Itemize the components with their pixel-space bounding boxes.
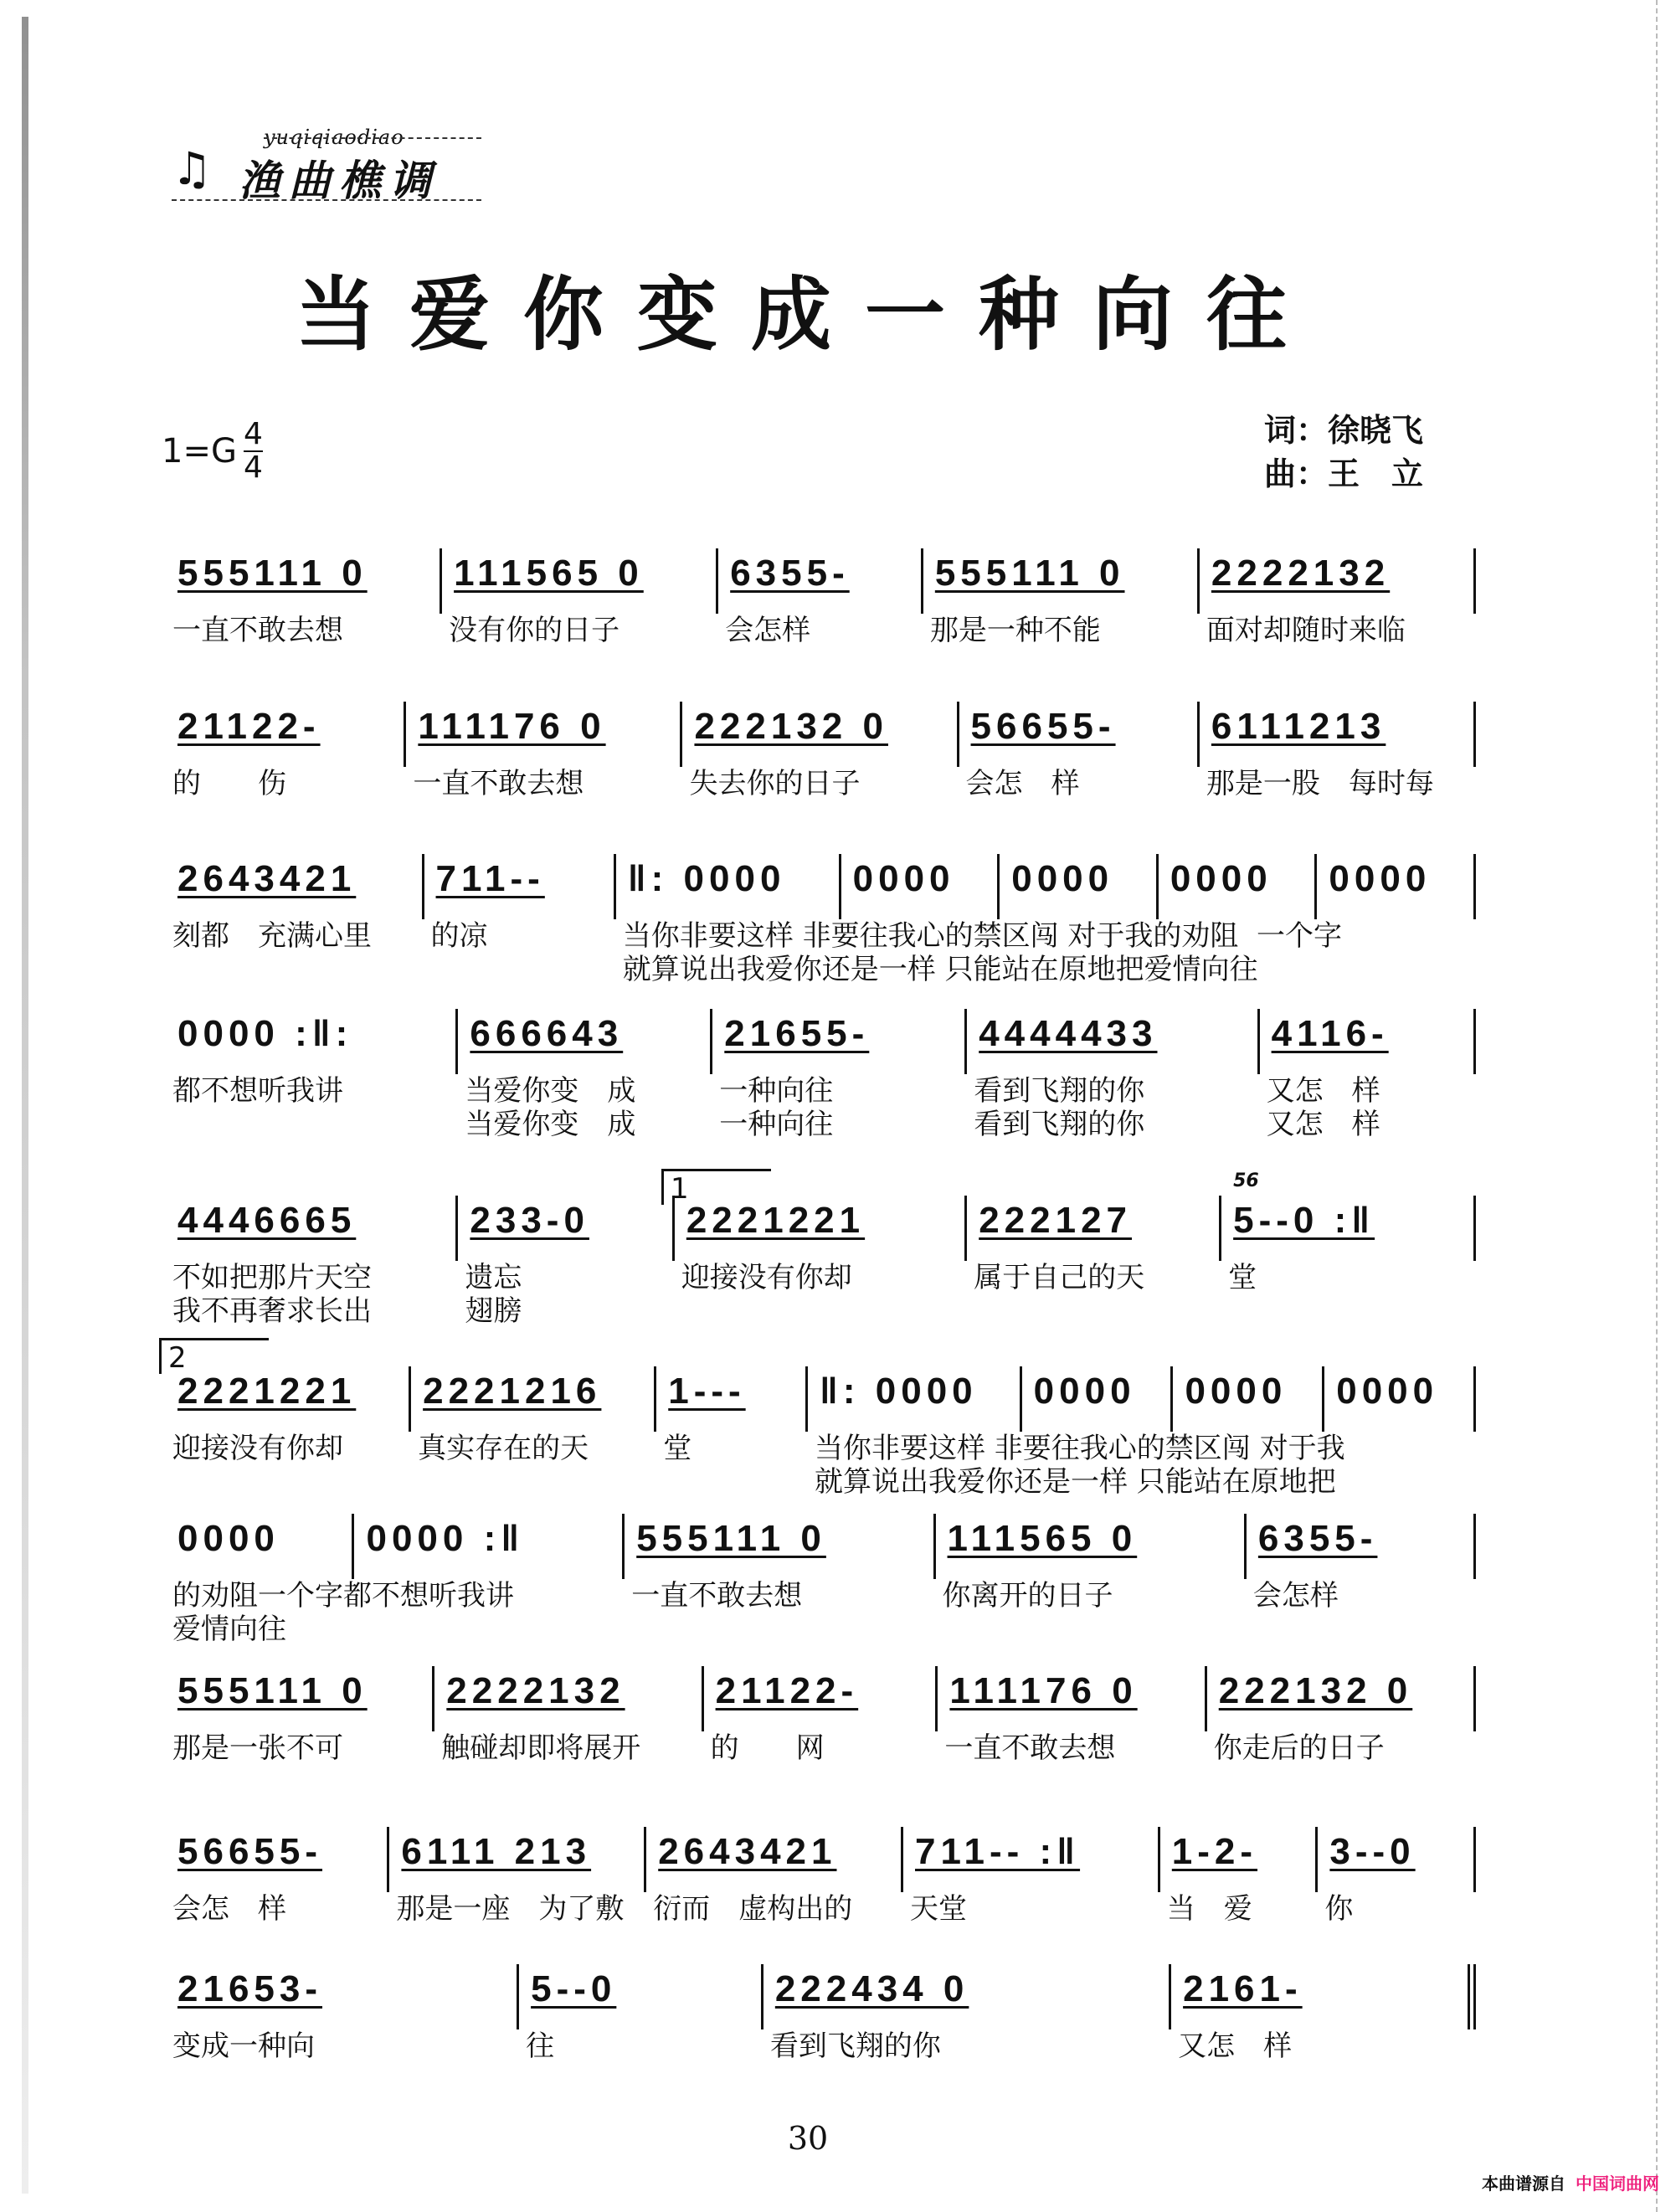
measure [923, 548, 1200, 647]
measure [166, 1666, 434, 1765]
lyric-line: 属于自己的天 [974, 1261, 1145, 1294]
logo-name: 渔曲樵调 [239, 156, 440, 205]
lyrics [631, 1579, 802, 1613]
measure [1221, 1170, 1476, 1294]
lyrics [1167, 1892, 1252, 1926]
lyric-line: 当爱你变 成 [465, 1074, 636, 1108]
lyrics [623, 919, 1342, 986]
lyrics [526, 2029, 554, 2063]
lyric-line: 会怎 样 [172, 1892, 286, 1926]
measure-notes: 0000 [852, 858, 955, 899]
composer: 曲：王 立 [1264, 455, 1424, 492]
measure [1260, 1009, 1476, 1141]
measure-notes: 56655- [970, 706, 1116, 747]
score-line [166, 1514, 1476, 1646]
measure [1173, 1366, 1324, 1432]
lyric-line: 看到飞翔的你 [974, 1074, 1145, 1108]
score-line [166, 702, 1476, 800]
measure-notes: 222434 0 [774, 1968, 969, 2009]
lyric-line: 那是一座 为了敷 [396, 1892, 625, 1926]
measure [424, 854, 616, 953]
lyrics [663, 1432, 691, 1465]
measure-notes: 21655- [724, 1013, 870, 1054]
score-line [166, 854, 1476, 986]
measure-notes: 555111 0 [934, 553, 1125, 594]
lyric-line: 翅膀 [465, 1294, 522, 1328]
divider [264, 137, 481, 139]
lyric-line: 就算说出我爱你还是一样 只能站在原地把 [815, 1465, 1336, 1499]
footer-brand: 中国词曲网 [1576, 2173, 1659, 2194]
lyrics [1324, 1892, 1353, 1926]
measure-notes: 0000 [1185, 1371, 1288, 1412]
lyrics [719, 1074, 833, 1141]
measure [406, 702, 682, 800]
lyric-line: 往 [526, 2029, 555, 2063]
measure [646, 1827, 903, 1926]
lyrics [396, 1892, 624, 1926]
lyrics [172, 1432, 343, 1465]
measure-notes: 111565 0 [947, 1518, 1138, 1559]
measure-notes: 4444433 [979, 1013, 1158, 1054]
measure [1000, 854, 1159, 919]
lyric-line: 触碰却即将展开 [441, 1731, 641, 1765]
lyric-line: 都不想听我讲 [172, 1074, 343, 1108]
lyric-line: 变成一种向 [172, 2029, 315, 2063]
lyric-line: 不如把那片天空 [172, 1261, 372, 1294]
lyric-line: 我不再奢求长出 [172, 1294, 372, 1328]
measure [166, 1964, 519, 2063]
credits [1264, 409, 1423, 496]
time-top: 4 [243, 417, 263, 451]
score-line [166, 1170, 1476, 1328]
measure [166, 1514, 514, 1646]
lyrics [1214, 1731, 1385, 1765]
measure-notes: 6355- [730, 553, 850, 594]
measure-notes: 1--- [668, 1371, 746, 1412]
lyric-line: 遗忘 [465, 1261, 522, 1294]
measure [1171, 1964, 1476, 2063]
lyrics [943, 1579, 1113, 1613]
lyric-line: 你离开的日子 [942, 1579, 1113, 1613]
measure-notes: 555111 0 [636, 1518, 826, 1559]
lyric-line: 真实存在的天 [418, 1432, 589, 1465]
measure-notes: 21653- [177, 1968, 323, 2009]
measure-notes: 0000 [1329, 858, 1432, 899]
measure [166, 548, 442, 647]
lyrics [930, 614, 1101, 647]
measure-notes: 2221221 [177, 1371, 357, 1412]
measure-notes: 2643421 [658, 1831, 837, 1872]
lyrics [974, 1261, 1144, 1294]
lyrics [974, 1074, 1144, 1141]
measure [166, 1827, 389, 1926]
measure [1022, 1366, 1174, 1432]
measure-notes: 0000 :‖ [366, 1518, 525, 1559]
measure [625, 1514, 935, 1613]
lyrics [172, 614, 343, 647]
lyric-line: 你 [1324, 1892, 1354, 1926]
measure-notes: 711-- :‖ [915, 1831, 1081, 1872]
lyric-line: 当 爱 [1166, 1892, 1252, 1926]
measure [616, 854, 1342, 986]
lyricist: 词：徐晓飞 [1264, 411, 1424, 449]
measure [166, 702, 406, 800]
measure [841, 854, 1000, 919]
lyric-line: 堂 [663, 1432, 692, 1465]
lyric-line: 没有你的日子 [449, 614, 620, 647]
measure-notes: 4116- [1271, 1013, 1389, 1054]
measure-notes: 0000 [1336, 1371, 1439, 1412]
measure-notes: 2222132 [446, 1670, 625, 1711]
lyrics [1178, 2029, 1292, 2063]
volta-bracket: 1 [661, 1169, 771, 1205]
song-title: 当爱你变成一种向往 [296, 267, 1320, 362]
lyric-line: 又怎 样 [1178, 2029, 1293, 2063]
lyrics [681, 1261, 852, 1294]
measure [519, 1964, 763, 2063]
measure-notes: 5--0 [531, 1968, 617, 2009]
lyrics [966, 767, 1080, 800]
measure [656, 1366, 808, 1465]
lyrics [653, 1892, 852, 1926]
lyric-line: 又怎 样 [1266, 1108, 1380, 1141]
measure-notes: 0000 [1033, 1371, 1136, 1412]
lyric-line: 那是一股 每时每 [1206, 767, 1434, 800]
measure-notes: 6111213 [1211, 706, 1386, 747]
lyric-line: 失去你的日子 [689, 767, 861, 800]
measure [354, 1514, 625, 1579]
lyric-line: 的 网 [710, 1731, 825, 1765]
lyric-line: 又怎 样 [1266, 1074, 1380, 1108]
lyrics [413, 767, 584, 800]
measure-notes: 555111 0 [177, 553, 368, 594]
lyrics [910, 1892, 967, 1926]
measure [1207, 1666, 1476, 1765]
lyric-line: 衍而 虚构出的 [653, 1892, 853, 1926]
measure-notes: 4446665 [177, 1200, 357, 1241]
measure [411, 1366, 656, 1465]
measure-notes: 2222132 [1211, 553, 1391, 594]
lyric-line: 爱情向往 [172, 1613, 286, 1646]
measure-notes: 0000 :‖: [177, 1013, 353, 1054]
grace-notes: 56 [1233, 1170, 1259, 1191]
measure [166, 1196, 458, 1328]
lyrics [449, 614, 620, 647]
lyric-line: 会怎样 [725, 614, 811, 647]
measure-notes: ‖: 0000 [627, 858, 786, 899]
lyrics [418, 1432, 589, 1465]
lyric-line: 迎接没有你却 [172, 1432, 343, 1465]
measure-notes: 2221216 [423, 1371, 602, 1412]
page-border [1656, 0, 1658, 2212]
lyric-line: 那是一张不可 [172, 1731, 343, 1765]
logo-pinyin: yuqiqiaodiao [264, 126, 404, 149]
score-line [166, 1964, 1476, 2063]
measure [1200, 702, 1476, 800]
measure [166, 854, 424, 953]
measure [675, 1196, 967, 1294]
score-line [166, 1666, 1476, 1765]
measure-notes: 111176 0 [418, 706, 606, 747]
measure-notes: 222132 0 [694, 706, 888, 747]
lyrics [172, 1074, 343, 1108]
lyric-line: 天堂 [910, 1892, 967, 1926]
lyric-line: 刻都 充满心里 [172, 919, 372, 953]
lyric-line: 的劝阻一个字都不想听我讲 [172, 1579, 514, 1613]
lyric-line: 会怎 样 [965, 767, 1080, 800]
lyrics [172, 919, 372, 953]
lyric-line: 迎接没有你却 [681, 1261, 852, 1294]
measure [808, 1366, 1345, 1499]
lyrics [172, 2029, 315, 2063]
measure-notes: 1-2- [1171, 1831, 1258, 1872]
measure [1200, 548, 1476, 647]
measure [442, 548, 718, 647]
lyrics [1228, 1261, 1257, 1294]
measure [712, 1009, 967, 1141]
measure-notes: 2161- [1183, 1968, 1303, 2009]
measure-notes: 555111 0 [177, 1670, 368, 1711]
lyrics [172, 1579, 514, 1646]
lyrics [689, 767, 860, 800]
lyric-line: 一直不敢去想 [631, 1579, 803, 1613]
lyrics [441, 1731, 640, 1765]
measure-notes: 0000 [1011, 858, 1114, 899]
lyrics [1206, 614, 1406, 647]
measure [1247, 1514, 1476, 1613]
lyrics [1206, 767, 1434, 800]
measure-notes: 0000 [177, 1518, 280, 1559]
measure-notes: ‖: 0000 [820, 1371, 978, 1412]
lyrics [944, 1731, 1115, 1765]
measure [166, 1009, 458, 1108]
score-line [166, 1009, 1476, 1141]
lyric-line: 堂 [1228, 1261, 1257, 1294]
lyric-line: 就算说出我爱你还是一样 只能站在原地把爱情向往 [622, 953, 1258, 986]
measure-notes: 666643 [470, 1013, 624, 1054]
lyrics [172, 767, 286, 800]
time-bottom: 4 [243, 450, 263, 485]
score-line [166, 548, 1476, 647]
lyric-line: 当你非要这样 非要往我心的禁区闯 对于我 [815, 1432, 1345, 1465]
lyrics [431, 919, 488, 953]
measure-notes: 3--0 [1329, 1831, 1416, 1872]
measure [704, 1666, 938, 1765]
measure [458, 1196, 674, 1328]
measure-notes: 0000 [1170, 858, 1272, 899]
lyrics [172, 1892, 286, 1926]
lyric-line: 的凉 [430, 919, 488, 953]
lyrics [465, 1074, 635, 1141]
measure-notes: 2221221 [686, 1200, 866, 1241]
measure-notes: 233-0 [470, 1200, 589, 1241]
lyric-line: 一种向往 [719, 1074, 834, 1108]
lyric-line: 当爱你变 成 [465, 1108, 636, 1141]
lyrics [465, 1261, 522, 1328]
measure-notes: 21122- [177, 706, 321, 747]
lyric-line: 那是一种不能 [929, 614, 1101, 647]
measure [903, 1827, 1160, 1926]
measure [166, 1366, 411, 1465]
lyrics [1253, 1579, 1339, 1613]
measure [959, 702, 1200, 800]
measure-notes: 222132 0 [1218, 1670, 1413, 1711]
measure-notes: 56655- [177, 1831, 323, 1872]
lyric-line: 你走后的日子 [1213, 1731, 1385, 1765]
measure [718, 548, 923, 647]
measure [967, 1009, 1259, 1141]
key-label: 1=G [162, 432, 237, 471]
measure-notes: 111565 0 [454, 553, 644, 594]
lyrics [770, 2029, 941, 2063]
volta-bracket: 2 [159, 1338, 269, 1374]
lyrics [711, 1731, 825, 1765]
measure-notes: 5--0 :‖ [1233, 1200, 1375, 1241]
page-number: 30 [787, 2120, 829, 2157]
measure [389, 1827, 646, 1926]
measure [1324, 1366, 1476, 1432]
footer [1482, 2170, 1659, 2194]
lyrics [725, 614, 810, 647]
measure-notes: 711-- [435, 858, 545, 899]
lyric-line: 一种向往 [719, 1108, 834, 1141]
measure-notes: 6111 213 [401, 1831, 592, 1872]
lyric-line: 面对却随时来临 [1206, 614, 1406, 647]
measure [967, 1196, 1221, 1294]
lyric-line: 会怎样 [1252, 1579, 1339, 1613]
measure-notes: 2643421 [177, 858, 357, 899]
measure-notes: 222127 [979, 1200, 1133, 1241]
measure [682, 702, 959, 800]
measure [1318, 1827, 1476, 1926]
measure [1317, 854, 1476, 919]
measure [1159, 854, 1318, 919]
lyric-line: 一直不敢去想 [413, 767, 584, 800]
score-line [166, 1827, 1476, 1926]
lyric-line: 的 伤 [172, 767, 286, 800]
divider [172, 199, 481, 201]
measure-notes: 6355- [1257, 1518, 1378, 1559]
lyric-line: 看到飞翔的你 [974, 1108, 1145, 1141]
publisher-logo [172, 126, 481, 205]
time-signature [244, 419, 263, 484]
lyric-line: 一直不敢去想 [944, 1731, 1116, 1765]
measure [458, 1009, 712, 1141]
footer-source: 本曲谱源自 [1482, 2173, 1565, 2194]
measure-notes: 111176 0 [949, 1670, 1138, 1711]
lyrics [1267, 1074, 1380, 1141]
score-line [166, 1366, 1476, 1499]
music-notes-icon: ♫ [172, 142, 213, 195]
lyric-line: 当你非要这样 非要往我心的禁区闯 对于我的劝阻 一个字 [622, 919, 1342, 953]
measure-notes: 21122- [715, 1670, 859, 1711]
measure [936, 1514, 1247, 1613]
lyric-line: 一直不敢去想 [172, 614, 343, 647]
measure [1160, 1827, 1319, 1926]
lyric-line: 看到飞翔的你 [769, 2029, 941, 2063]
lyrics [172, 1261, 372, 1328]
measure [434, 1666, 703, 1765]
measure [763, 1964, 1171, 2063]
lyrics [172, 1731, 343, 1765]
lyrics [815, 1432, 1345, 1499]
measure [938, 1666, 1206, 1765]
key-signature [162, 419, 263, 484]
